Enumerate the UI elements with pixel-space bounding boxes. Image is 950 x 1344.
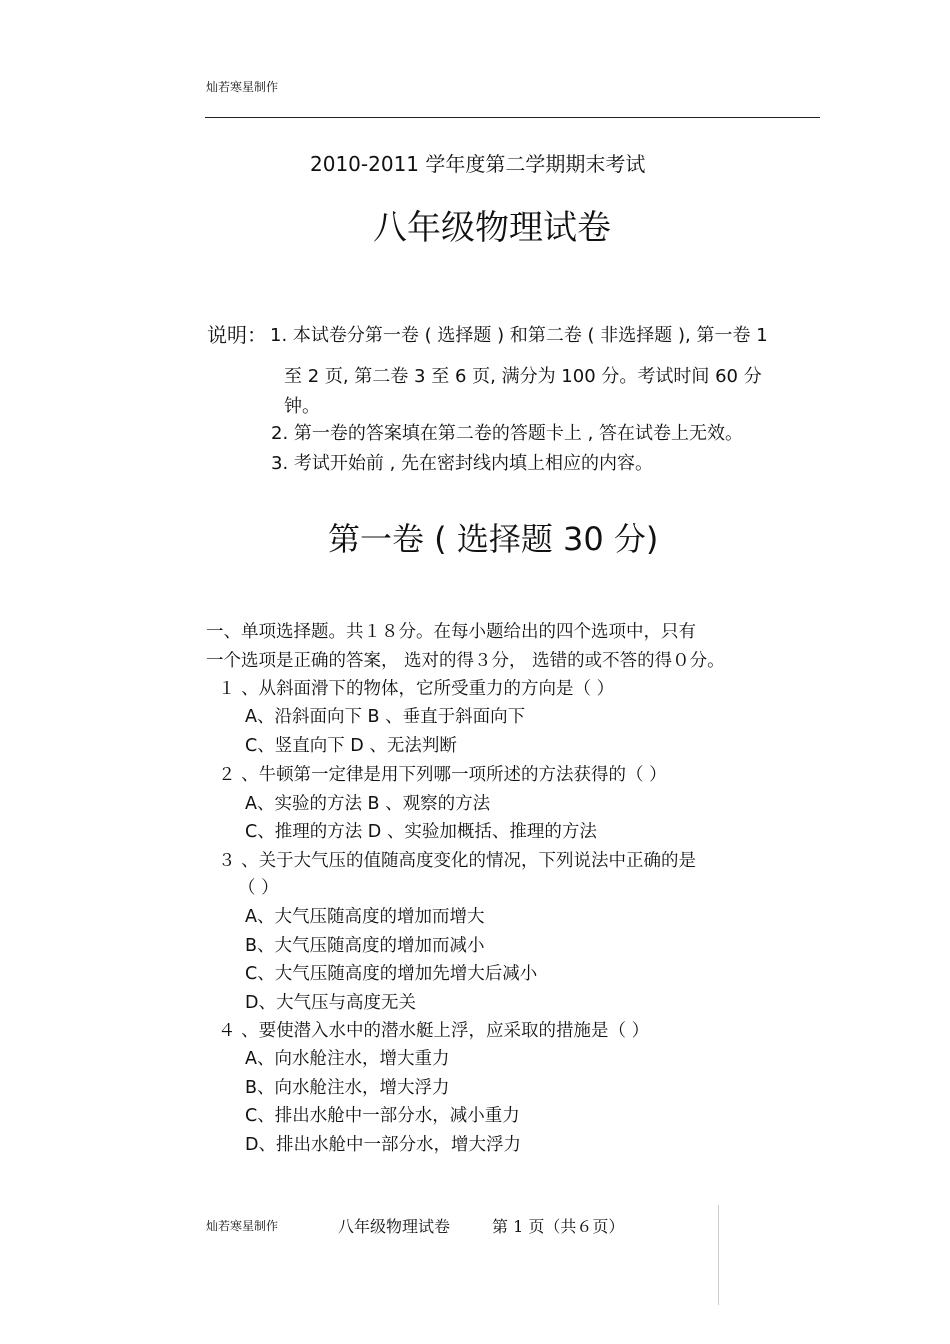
footer-page-number: 第 1 页（共６页）: [492, 1217, 625, 1236]
instruction-3: 3. 考试开始前 , 先在密封线内填上相应的内容。: [271, 453, 654, 474]
exam-title: 八年级物理试卷: [373, 208, 611, 248]
question-3-option-d: D、大气压与高度无关: [245, 993, 416, 1013]
instruction-2: 2. 第一卷的答案填在第二卷的答题卡上 , 答在试卷上无效。: [271, 423, 744, 444]
part1-intro-line-2: 一个选项是正确的答案， 选对的得３分， 选错的或不答的得０分。: [206, 651, 725, 671]
instruction-1-line-1: 1. 本试卷分第一卷 ( 选择题 ) 和第二卷 ( 非选择题 ), 第一卷 1: [270, 325, 768, 346]
instruction-1-line-2: 至 2 页, 第二卷 3 至 6 页, 满分为 100 分。考试时间 60 分: [284, 366, 762, 387]
question-3-stem: ３ 、关于大气压的值随高度变化的情况，下列说法中正确的是: [218, 851, 697, 871]
question-3-option-b: B、大气压随高度的增加而减小: [245, 936, 485, 956]
question-2-options-row-1: A、实验的方法 B 、观察的方法: [245, 794, 491, 814]
question-4-option-d: D、排出水舱中一部分水，增大浮力: [245, 1135, 521, 1155]
header-label: 灿若寒星制作: [206, 80, 279, 94]
question-4-option-a: A、向水舱注水，增大重力: [245, 1049, 450, 1069]
question-1-options-row-1: A、沿斜面向下 B 、垂直于斜面向下: [245, 707, 526, 727]
exam-subtitle: 2010-2011 学年度第二学期期末考试: [310, 152, 646, 176]
question-1-options-row-2: C、竖直向下 D 、无法判断: [245, 736, 457, 756]
question-2-stem: ２ 、牛顿第一定律是用下列哪一项所述的方法获得的（ ）: [218, 765, 667, 785]
footer-margin-line: [718, 1205, 719, 1305]
question-2-options-row-2: C、推理的方法 D 、实验加概括、推理的方法: [245, 822, 597, 842]
instruction-1-line-3: 钟。: [284, 396, 320, 417]
question-4-stem: ４ 、要使潜入水中的潜水艇上浮，应采取的措施是（ ）: [218, 1021, 650, 1041]
footer-title: 八年级物理试卷: [338, 1217, 451, 1236]
question-4-option-c: C、排出水舱中一部分水，减小重力: [245, 1106, 520, 1126]
instructions-label: 说明：: [207, 323, 267, 347]
question-1-stem: １ 、从斜面滑下的物体，它所受重力的方向是（ ）: [218, 679, 615, 699]
question-4-option-b: B、向水舱注水，增大浮力: [245, 1078, 450, 1098]
header-divider: [205, 117, 820, 118]
part1-intro-line-1: 一、单项选择题。共１８分。在每小题给出的四个选项中，只有: [206, 622, 696, 642]
question-3-option-a: A、大气压随高度的增加而增大: [245, 907, 485, 927]
section-title: 第一卷 ( 选择题 30 分): [328, 520, 659, 558]
question-3-option-c: C、大气压随高度的增加先增大后减小: [245, 964, 538, 984]
footer-maker: 灿若寒星制作: [206, 1219, 279, 1233]
question-3-stem-cont: （ ）: [238, 878, 279, 898]
